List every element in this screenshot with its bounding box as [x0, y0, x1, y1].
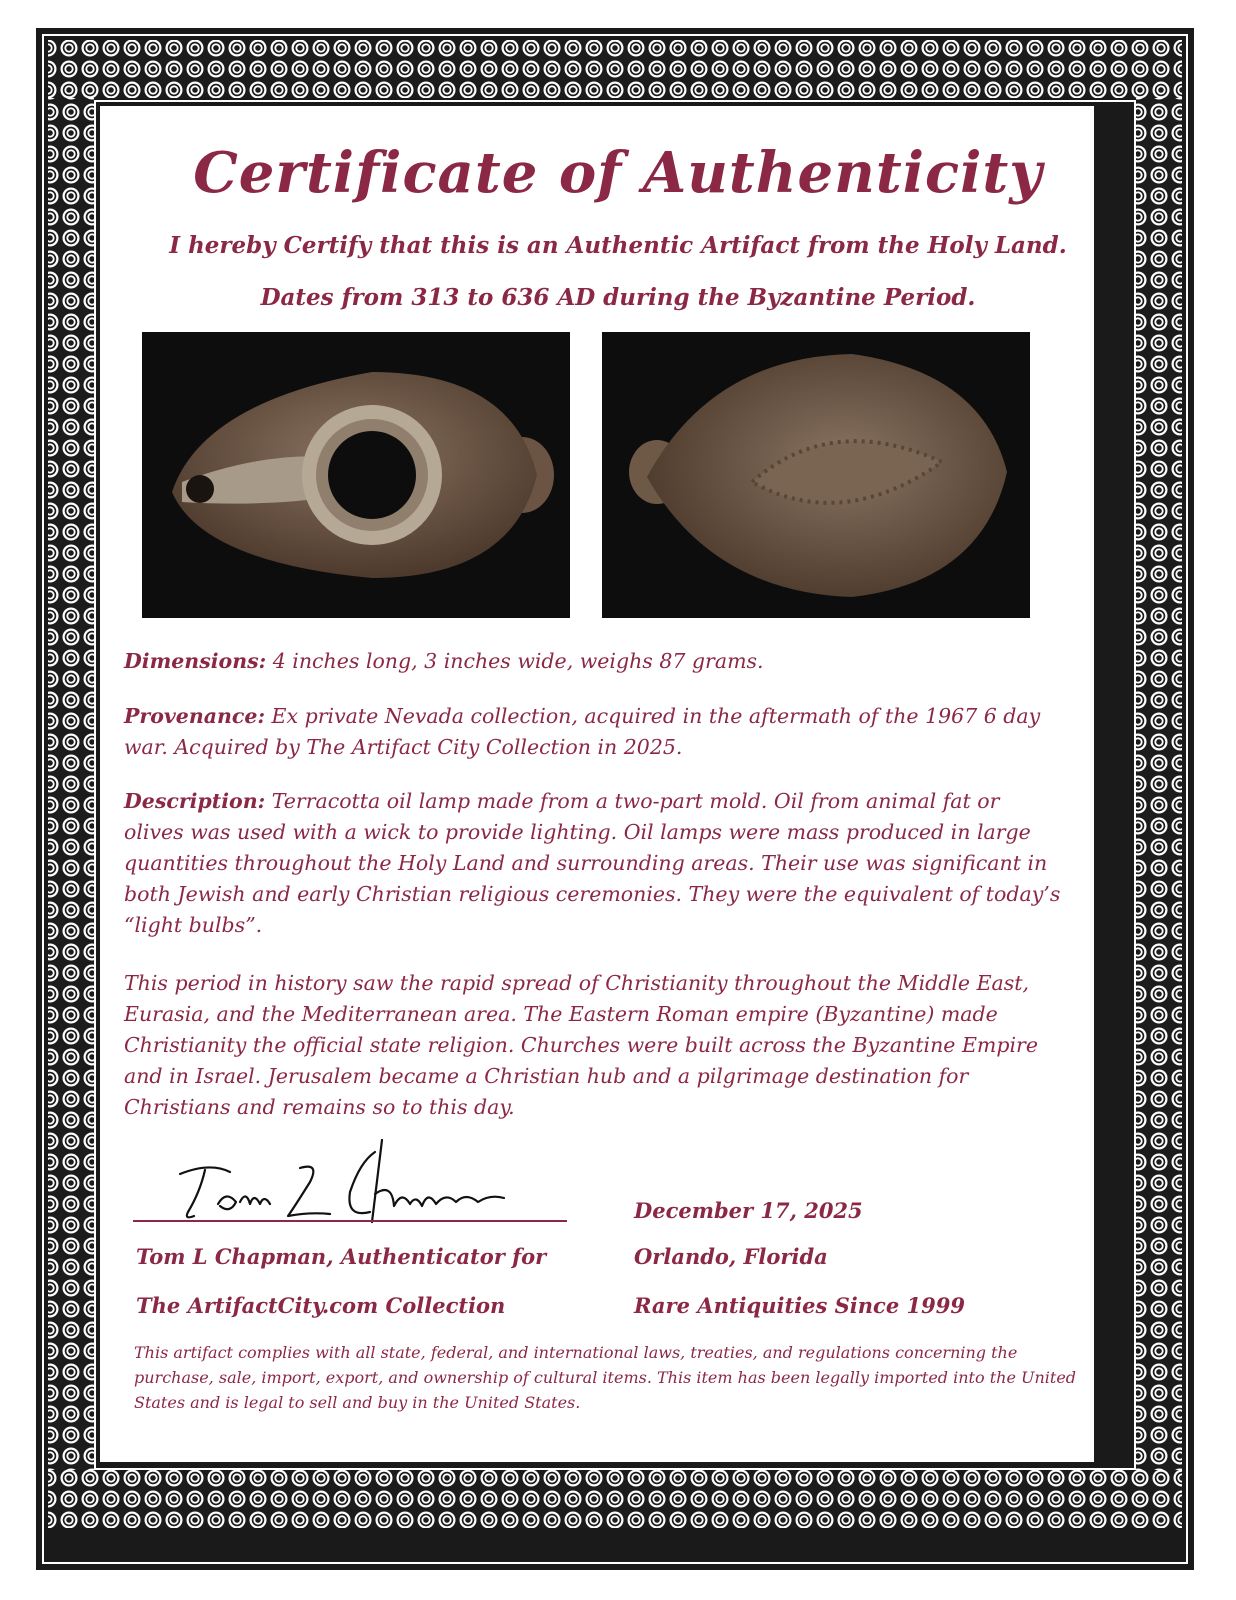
- border-ring-band-top: [48, 40, 1182, 98]
- provenance-paragraph: [124, 701, 1064, 763]
- description-paragraph: [124, 786, 1064, 941]
- oil-lamp-top-image: [142, 332, 570, 618]
- certificate-location: Orlando, Florida: [634, 1244, 828, 1269]
- oil-lamp-top-photo: [142, 332, 570, 618]
- history-paragraph: This period in history saw the rapid spread of Christianity throughout the Middle East, Eurasia, and the Mediterranean area. The Eastern Roman empire (Byzantine) made Christianity the official state religion. Churches were built across the Byzantine Empire and in Israel. Jerusalem became a Christian hub and a pilgrimage destination for Christians and remains so to this day.: [124, 971, 1038, 1119]
- legal-compliance-notice: This artifact complies with all state, federal, and international laws, treaties, and regulations concerning the purchase, sale, import, export, and ownership of cultural items. This item has been legally imported into the United States and is legal to sell and buy in the United States.: [134, 1343, 1077, 1412]
- oil-lamp-bottom-image: [602, 332, 1030, 618]
- provenance-label: Provenance:: [124, 704, 266, 728]
- dimensions-label: Dimensions:: [124, 649, 267, 673]
- dimensions-paragraph: [124, 646, 1064, 677]
- description-text: Terracotta oil lamp made from a two-part mold. Oil from animal fat or olives was used with a wick to provide lighting. Oil lamps were mass produced in large quantities throughout the Holy Land and surrounding areas. Their use was significant in both Jewish and early Christian religious ceremonies. They were the equivalent of today’s “light bulbs”.: [124, 789, 1061, 937]
- signature-line: [133, 1220, 567, 1222]
- dimensions-text: 4 inches long, 3 inches wide, weighs 87 grams.: [266, 649, 764, 673]
- certificate-date: December 17, 2025: [634, 1198, 863, 1223]
- company-tagline: Rare Antiquities Since 1999: [634, 1293, 965, 1318]
- border-ring-band-bottom: [48, 1470, 1182, 1528]
- signatory-name: Tom L Chapman, Authenticator for: [136, 1244, 547, 1269]
- signatory-collection: The ArtifactCity.com Collection: [136, 1293, 506, 1318]
- description-label: Description:: [124, 789, 266, 813]
- certificate-title: Certificate of Authenticity: [193, 140, 1043, 206]
- period-dates: Dates from 313 to 636 AD during the Byzantine Period.: [260, 284, 976, 311]
- handwritten-signature: [160, 1132, 540, 1232]
- oil-lamp-bottom-photo: [602, 332, 1030, 618]
- provenance-text: Ex private Nevada collection, acquired in the aftermath of the 1967 6 day war. Acquired by The Artifact City Collection in 2025.: [124, 704, 1041, 759]
- authenticity-statement: I hereby Certify that this is an Authentic Artifact from the Holy Land.: [169, 232, 1067, 259]
